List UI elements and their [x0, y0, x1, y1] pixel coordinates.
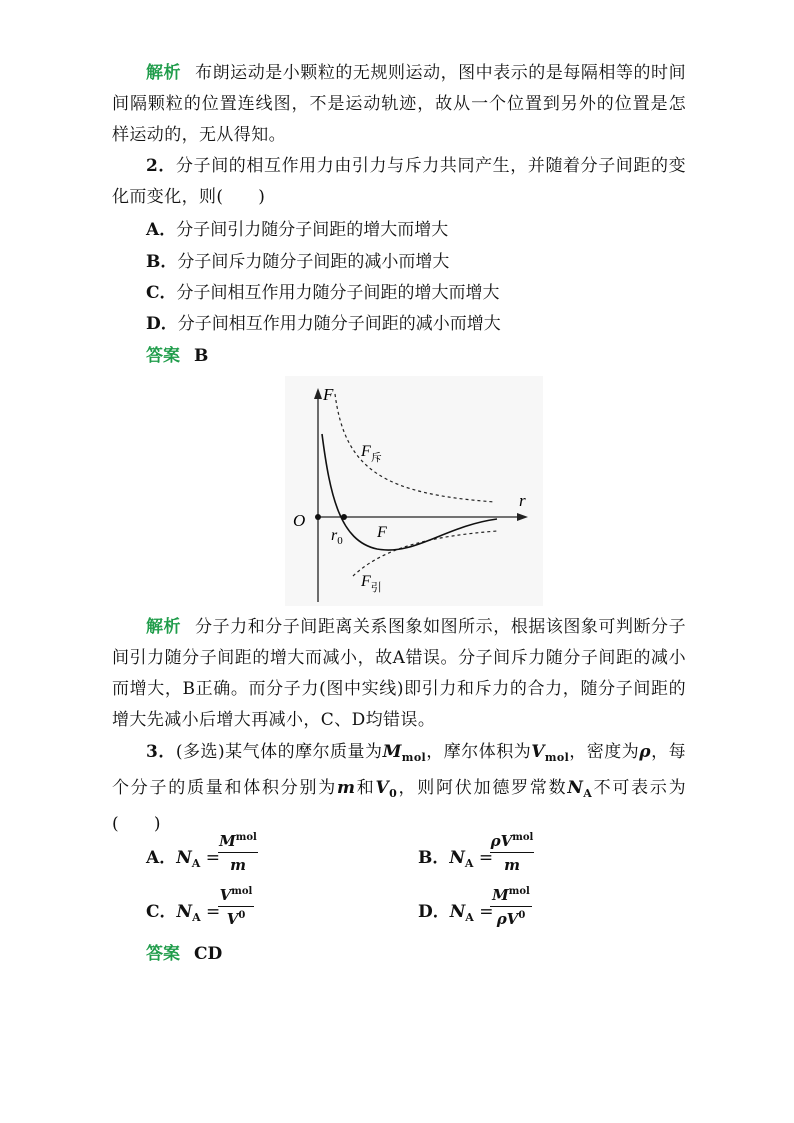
avogadro-symbol: N: [449, 902, 466, 922]
q1-analysis: [112, 58, 686, 151]
subscript: A: [583, 787, 593, 800]
option-letter: B．: [146, 252, 178, 272]
q3-number: 3．: [146, 742, 176, 762]
answer-value: CD: [194, 944, 223, 964]
answer-label: 答案: [146, 944, 180, 964]
figure-background: [285, 376, 543, 606]
q3-option-d: D．$N_A$ =: [418, 902, 494, 924]
q3-d-fraction: $M^{mol}$ $\rho V^0$: [490, 886, 532, 932]
avogadro-symbol: N: [567, 778, 584, 798]
force-graph-svg: [285, 376, 543, 606]
option-text: 分子间相互作用力随分子间距的增大而增大: [176, 283, 500, 303]
analysis-label: 解析: [146, 63, 182, 83]
q3-option-a: A．$N_A$ =: [146, 848, 220, 870]
q2-option-d: [146, 312, 501, 336]
q3-answer: [146, 942, 222, 966]
q2-option-c: [146, 281, 500, 305]
mass-symbol: m: [337, 778, 356, 798]
option-letter: B．: [418, 848, 450, 868]
q3-a-fraction: $M^{mol}$ m: [218, 832, 258, 878]
option-text: 分子间引力随分子间距的增大而增大: [176, 220, 449, 240]
q3-stem-part: (多选)某气体的摩尔质量为: [175, 742, 383, 762]
volume-symbol: V: [375, 778, 390, 798]
q3-stem-part: 和: [355, 778, 376, 798]
q2-number: 2．: [146, 156, 177, 176]
attractive-label: $F_引$: [361, 573, 382, 594]
density-symbol: ρ: [639, 742, 651, 762]
q3-stem-part: ，则阿伏加德罗常数: [397, 778, 568, 798]
q2-stem-text: 分子间的相互作用力由引力与斥力共同产生，并随着分子间距的变化而变化，则( ): [112, 156, 686, 207]
q3-option-b: B．$N_A$ =: [418, 848, 494, 870]
subscript: A: [192, 911, 201, 924]
option-letter: C．: [146, 902, 177, 922]
q2-analysis-text: 分子力和分子间距离关系图象如图所示，根据该图象可判断分子间引力随分子间距的增大而减小，故A错误。分子间斥力随分子间距的减小而增大，B正确。而分子力(图中实线)即引力和斥力的合力，随分子间距的增大先减小后增大再减小，C、D均错误。: [112, 617, 686, 730]
q3-stem-part: 不可表示为( ): [112, 778, 686, 834]
origin-label: O: [293, 511, 306, 530]
q2-stem: [112, 151, 686, 213]
avogadro-symbol: N: [176, 902, 193, 922]
option-letter: C．: [146, 283, 177, 303]
option-letter: A．: [146, 848, 177, 868]
subscript: A: [464, 857, 474, 870]
q2-option-a: [146, 218, 448, 242]
option-letter: A．: [146, 220, 177, 240]
q1-analysis-text: 布朗运动是小颗粒的无规则运动，图中表示的是每隔相等的时间间隔颗粒的位置连线图，不是运动轨迹，故从一个位置到另外的位置是怎样运动的，无从得知。: [112, 63, 686, 145]
option-text: 分子间相互作用力随分子间距的减小而增大: [177, 314, 501, 334]
net-force-label: F: [377, 524, 387, 541]
answer-label: 答案: [146, 346, 180, 366]
subscript: A: [191, 857, 201, 870]
subscript: A: [465, 911, 474, 924]
option-letter: D．: [146, 314, 178, 334]
q3-option-c: C．$N_A$ =: [146, 902, 221, 924]
avogadro-symbol: N: [449, 848, 465, 868]
q3-c-fraction: $V^{mol}$ $V^0$: [218, 886, 254, 932]
q3-b-fraction: $\rho V^{mol}$ m: [490, 832, 534, 878]
answer-value: B: [194, 346, 209, 366]
molar-volume-symbol: V: [531, 742, 545, 762]
option-letter: D．: [418, 902, 450, 922]
q3-stem-part: ，摩尔体积为: [426, 742, 532, 762]
q2-analysis: [112, 612, 686, 736]
q3-stem-part: ，密度为: [569, 742, 640, 762]
q3-stem: [112, 737, 686, 840]
q2-option-b: [146, 250, 449, 274]
x-axis-label: r: [519, 491, 526, 510]
subscript: mol: [401, 751, 427, 764]
origin-dot: [315, 514, 321, 520]
subscript: 0: [389, 787, 398, 800]
q2-answer: [146, 344, 208, 368]
q3-stem-part: ，每个分子的质量和体积分别为: [112, 742, 686, 798]
analysis-label: 解析: [146, 617, 182, 637]
repulsive-label: $F_斥$: [361, 443, 382, 464]
molar-mass-symbol: M: [382, 742, 402, 762]
r0-label: $r_0$: [331, 527, 343, 547]
option-text: 分子间斥力随分子间距的减小而增大: [177, 252, 450, 272]
avogadro-symbol: N: [176, 848, 192, 868]
force-diagram: [285, 376, 543, 606]
y-axis-label: F: [323, 385, 334, 404]
subscript: mol: [544, 751, 570, 764]
